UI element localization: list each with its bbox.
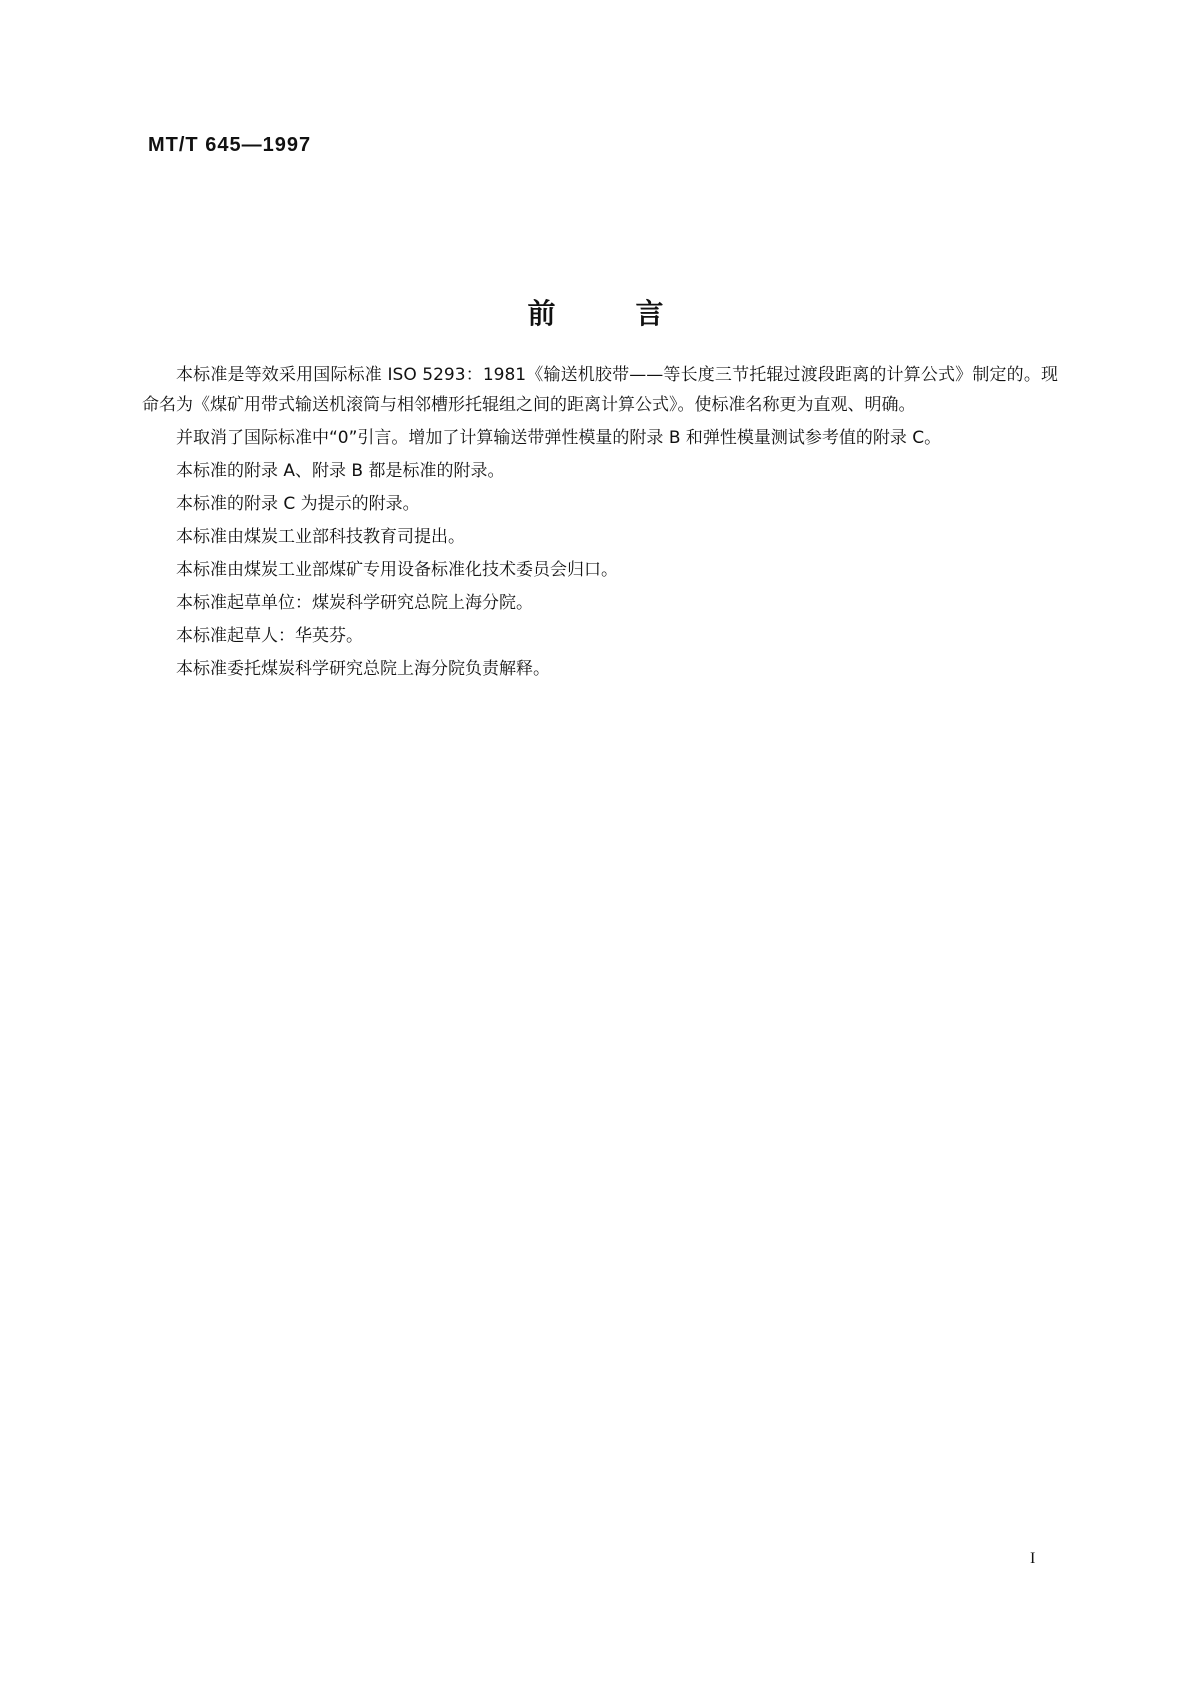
paragraph-proposed-by: 本标准由煤炭工业部科技教育司提出。 [176,527,465,547]
paragraph-appendix-c: 本标准的附录 C 为提示的附录。 [176,494,420,514]
paragraph-centralized-by: 本标准由煤炭工业部煤矿专用设备标准化技术委员会归口。 [176,560,618,580]
paragraph-drafter: 本标准起草人：华英芬。 [176,626,363,646]
paragraph-drafting-unit: 本标准起草单位：煤炭科学研究总院上海分院。 [176,593,533,613]
standard-code: MT/T 645—1997 [148,134,312,156]
page-title [0,292,1191,332]
title-char-1: 前 [527,297,556,330]
paragraph-interpretation: 本标准委托煤炭科学研究总院上海分院负责解释。 [176,659,550,679]
foreword-body [142,360,1058,687]
paragraph-changes: 并取消了国际标准中“0”引言。增加了计算输送带弹性模量的附录 B 和弹性模量测试参考值的附录 C。 [176,428,942,448]
title-char-2: 言 [635,297,664,330]
paragraph-appendix-ab: 本标准的附录 A、附录 B 都是标准的附录。 [176,461,505,481]
paragraph-adoption: 本标准是等效采用国际标准 ISO 5293：1981《输送机胶带——等长度三节托辊过渡段距离的计算公式》制定的。现命名为《煤矿用带式输送机滚筒与相邻槽形托辊组之间的距离计算公式》。使标准名称更为直观、明确。 [142,365,1058,415]
page-number: I [1030,1550,1036,1567]
